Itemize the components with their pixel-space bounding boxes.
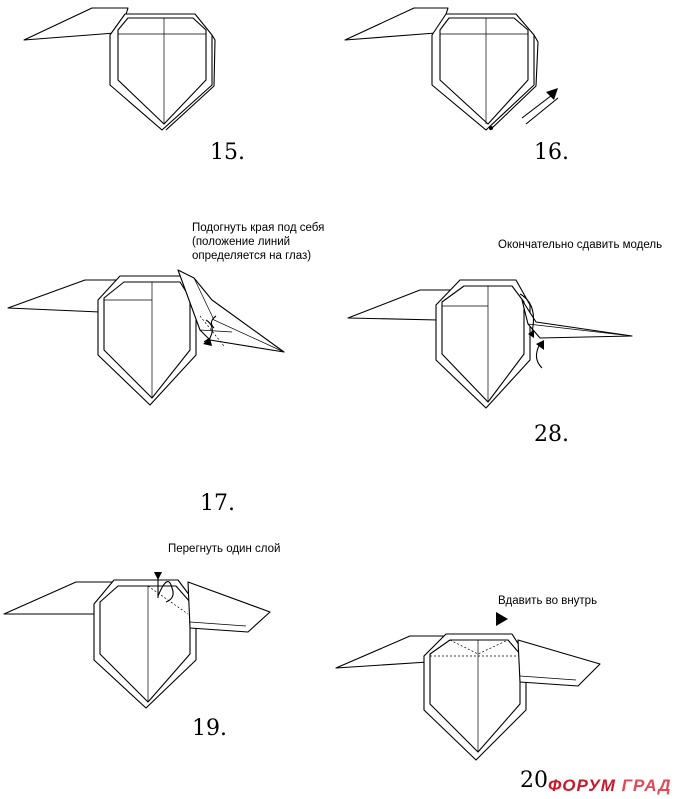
step-17-note-line-2: (положение линий bbox=[192, 236, 291, 248]
step-19-note-line-1: Перегнуть один слой bbox=[168, 543, 281, 555]
step-20-figure bbox=[336, 612, 600, 760]
step-17-note-line-3: определяется на глаз) bbox=[192, 250, 312, 262]
step-17-note-line-1: Подогнуть края под себя bbox=[192, 222, 325, 234]
step-28-note-line-1: Окончательно сдавить модель bbox=[498, 239, 663, 251]
step-17-note bbox=[192, 221, 324, 263]
step-19-note bbox=[168, 542, 280, 556]
step-16-figure bbox=[345, 8, 558, 130]
watermark-part-1: ФОРУМ bbox=[548, 776, 616, 795]
step-17-figure bbox=[8, 270, 284, 405]
step-number-28: 28. bbox=[534, 422, 569, 447]
push-arrow-icon bbox=[522, 88, 558, 124]
step-number-17: 17. bbox=[200, 491, 235, 516]
step-number-16: 16. bbox=[534, 140, 569, 165]
step-20-note bbox=[498, 594, 597, 608]
push-in-arrow-icon bbox=[496, 612, 508, 626]
step-19-figure bbox=[4, 572, 270, 708]
step-28-figure bbox=[348, 280, 632, 408]
watermark-part-2: ГРАД bbox=[621, 776, 672, 795]
step-20-note-line-1: Вдавить во внутрь bbox=[498, 595, 598, 607]
forum-grad-watermark bbox=[548, 776, 672, 796]
step-number-19: 19. bbox=[192, 716, 227, 741]
step-28-note bbox=[498, 238, 662, 252]
step-number-20: 20 bbox=[520, 768, 548, 793]
step-number-15: 15. bbox=[210, 140, 245, 165]
step-15-figure bbox=[24, 8, 215, 130]
